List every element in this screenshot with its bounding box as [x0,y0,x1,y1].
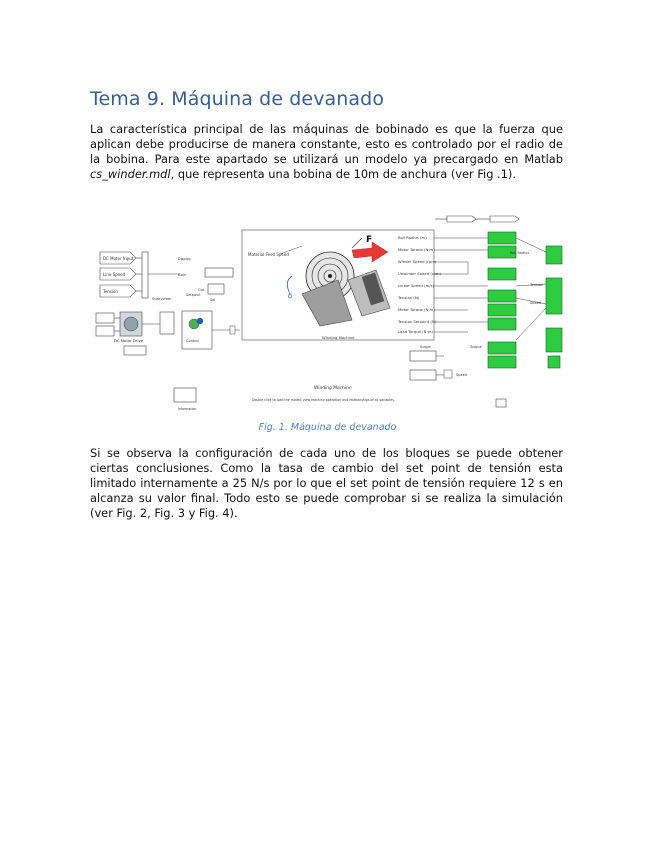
model-filename: cs_winder.mdl [90,167,171,181]
output-1: Roll Radius (m) [398,235,427,240]
force-label: F [366,235,373,245]
output-8: Tension Setpoint (N) [398,319,437,324]
diagram-title: Winding Machine [314,386,352,391]
scope-blocks [469,232,562,368]
svg-text:Out: Out [198,288,205,292]
scope-label-4: Torque [470,345,482,349]
conclusion-paragraph: Si se observa la configuración de cada uno de los bloques se puede obtener ciertas conclusiones. Como la tasa de cambio del set point de tensión esta limitado internamente a 25 N/s por lo que el set point de tensión requiere 12 s en alcanza su valor final. Todo esto se puede comprobar si se realiza la simulación (ver Fig. 2, Fig. 3 y Fig. 4). [90,446,563,520]
svg-text:Subsystem: Subsystem [152,297,172,301]
scope-label-2: Tension [530,283,544,287]
svg-text:Control: Control [186,339,199,343]
input-label-3: Tension [103,289,118,294]
machine-label: Winding Machine [322,335,355,340]
svg-text:Sel: Sel [210,298,216,302]
scope-label-3: Speed [530,301,541,305]
output-7: Motor Torque (N·m) [398,307,435,312]
intro-text-2: , que representa una bobina de 10m de anchura (ver Fig .1). [170,167,516,181]
dc-motor-section [96,311,240,355]
svg-text:Speed: Speed [456,373,467,377]
intro-text-1: La característica principal de las máquinas de bobinado es que la fuerza que aplican debe producirse de manera constante, esto es controlado por el radio de la bobina. Para este apartado se utilizará un modelo ya precargado en Matlab [90,122,563,166]
left-input-blocks [100,252,180,301]
scope-label-1: Roll Radius [510,251,530,255]
simulink-diagram [90,208,565,413]
svg-text:Setpoint: Setpoint [186,293,201,297]
top-goto-tags [435,216,519,222]
svg-text:Display: Display [178,257,191,261]
output-4: Unwinder Speed (rpm) [398,271,442,276]
bottom-tags [410,345,467,380]
intro-paragraph [90,122,563,182]
svg-text:Gain: Gain [178,273,187,277]
input-label-2: Line Speed [103,272,126,277]
output-6: Tension (N) [398,295,420,300]
output-2: Motor Torque (N·m) [398,247,435,252]
output-9: Load Torque (N·m) [398,329,433,334]
info-block-label: Information [178,407,197,411]
left-mid-blocks [178,257,233,302]
input-label-1: DC Motor Input [103,256,134,261]
dc-motor-label: DC Motor Drive [114,338,144,343]
figure-caption: Fig. 1. Máquina de devanado [258,422,397,433]
simulink-figure [90,208,565,413]
page-title: Tema 9. Máquina de devanado [90,88,385,110]
output-5: Linear Speed (m/s) [398,283,435,288]
diagram-subtitle: Double click to load the model; view machine operation and relationships of all variables [252,398,394,402]
output-3: Winder Speed (rpm) [398,259,437,264]
scope-label-0: Scope [420,345,431,349]
svg-text:Material Feed Speed: Material Feed Speed [248,252,289,257]
